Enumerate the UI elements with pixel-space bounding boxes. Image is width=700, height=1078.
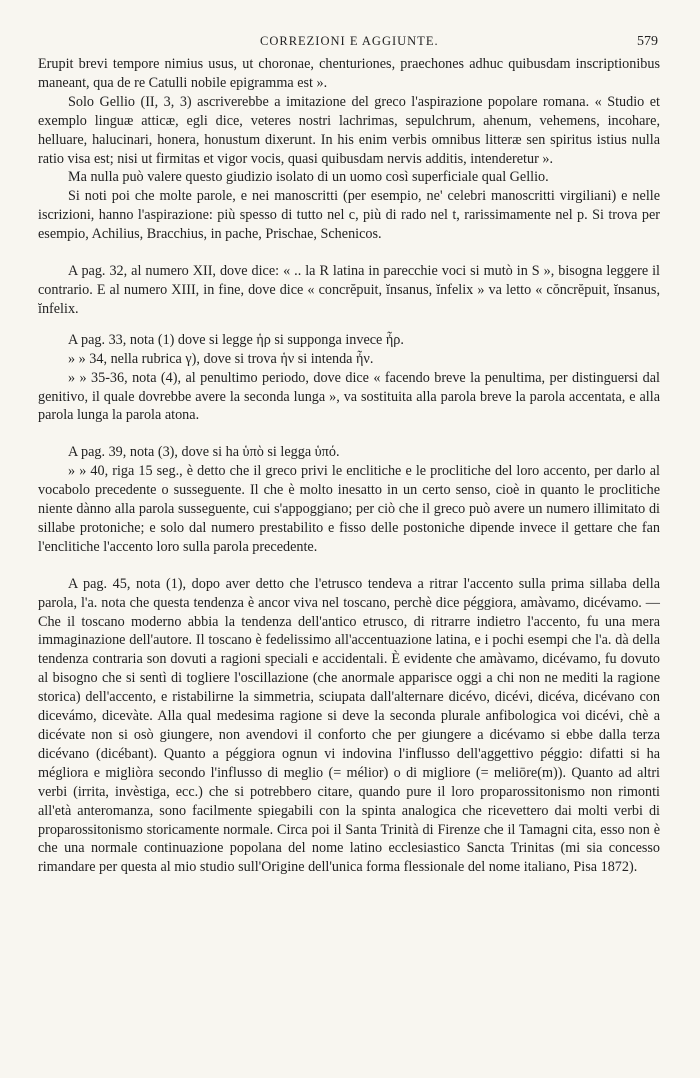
paragraph-11: A pag. 45, nota (1), dopo aver detto che l'etrusco tendeva a ritrar l'accento sulla prima sillaba della parola, l'a. nota che questa tendenza è ancor viva nel toscano, perchè dice péggiora, amàvamo, dicévamo. — Che il toscano moderno abbia la tendenza dell'antico etrusco, di ritrarre indietro l'accento, fu una mera immaginazione dell'autore. Il toscano è fedelissimo all'accentuazione latina, e i pochi esempi che l'a. dà della tendenza contraria son dovuti a ragioni speciali e accidentali. È evidente che amàvamo, dicévamo, fu dovuto al bisogno che si sentì di togliere l'oscillazione (che anormale apparisce oggi a chi non ne mediti la ragione storica) dell'accento, e ristabilirne la simmetria, sciupata dall'alternare dicévo, dicévi, dicéva, dicévano con dicevámo, dicevàte. Alla qual medesima ragione si deve la seconda plurale anfibologica voi dicévi, chè a dicévate non si osò giungere, non avendovi il conforto che per giungere a dicévamo si ebbe dalla terza dicévano (dicébant). Quanto a péggiora ognun vi indovina l'influsso dell'aggettivo péggio: difatti si ha mégliora e migliòra secondo l'influsso di meglio (= mélior) o di migliore (= meliōre(m)). Quanto ad altri verbi (irrita, invèstiga, ecc.) che si potrebbero citare, quando pure il loro proparossitonismo non rimonti all'età anteromanza, sono facilmente spiegabili con la spinta analogica che ricevettero dai molti verbi di proparossitonismo storicamente normale. Circa poi il Santa Trinità di Firenze che il Tamagni cita, esso non è che una normale continuazione popolana del nome latino ecclesiastico Sancta Trinitas (mi sia concesso rimandare per questa al mio studio sull'Origine dell'unica forma flessionale del nome italiano, Pisa 1872). — [38, 575, 660, 876]
header-title: CORREZIONI E AGGIUNTE. — [260, 34, 439, 48]
paragraph-6: A pag. 33, nota (1) dove si legge ἡρ si supponga invece ἦρ. — [68, 331, 404, 348]
paragraph-1: Erupit brevi tempore nimius usus, ut choronae, chenturiones, praechones adhuc quibusdam inscriptionibus maneant, qua de re Catulli nobile epigramma est ». — [38, 56, 660, 91]
paragraph-5: A pag. 32, al numero XII, dove dice: « .. la R latina in parecchie voci si mutò in S », bisogna leggere il contrario. E al numero XIII, in fine, dove dice « concrĕpuit, ĭnsanus, ĭnfelix » va letto « cŏncrĕpuit, ĭnsanus, ĭnfelix. — [38, 263, 660, 317]
paragraph-3: Ma nulla può valere questo giudizio isolato di un uomo così superficiale qual Gellio. — [68, 169, 549, 186]
page-body — [38, 55, 660, 877]
paragraph-8: » » 35-36, nota (4), al penultimo periodo, dove dice « facendo breve la penultima, per distinguersi dal genitivo, il quale dovrebbe avere la seconda lunga », va sostituita alla parola breve la parola accentata, e alla parola lunga la parola atona. — [38, 369, 660, 424]
paragraph-10: » » 40, riga 15 seg., è detto che il greco privi le enclitiche e le proclitiche del loro accento, per darlo al vocabolo precedente o susseguente. Il che è molto inesatto in un certo senso, cioè in quanto le proclitiche niente dànno alla parola susseguente, cui s'appoggiano; per ciò che il greco può avere un numero illimitato di sillabe protoniche; e solo dal numero prestabilito e fisso delle postoniche dipende invece il gettare che fan l'enclitiche l'accento loro sulla parola precedente. — [38, 463, 660, 555]
paragraph-9: A pag. 39, nota (3), dove si ha ὑπὸ si legga ὑπό. — [68, 444, 340, 461]
running-header — [38, 34, 658, 52]
paragraph-2: Solo Gellio (II, 3, 3) ascriverebbe a imitazione del greco l'aspirazione popolare romana. « Studio et exemplo linguæ atticæ, egli dice, veteres nostri lachrimas, sepulchrum, ahenum, vehemens, incohare, helluare, halucinari, honera, honustum dixerunt. In his enim verbis omnibus litteræ sen spiritus istius nulla ratio visa est; nisi ut firmitas et vigor vocis, quasi quibusdam nervis additis, intenderetur ». — [38, 93, 660, 167]
paragraph-4: Si noti poi che molte parole, e nei manoscritti (per esempio, ne' celebri manoscritti virgiliani) e nelle iscrizioni, hanno l'aspirazione: più spesso di tutto nel c, più di rado nel t, rarissimamente nel p. Si trova per esempio, Achilius, Bracchius, in pache, Prischae, Schenicos. — [38, 188, 660, 243]
page-number: 579 — [637, 34, 658, 49]
paragraph-7: » » 34, nella rubrica γ), dove si trova ἡν si intenda ἦν. — [68, 350, 374, 367]
